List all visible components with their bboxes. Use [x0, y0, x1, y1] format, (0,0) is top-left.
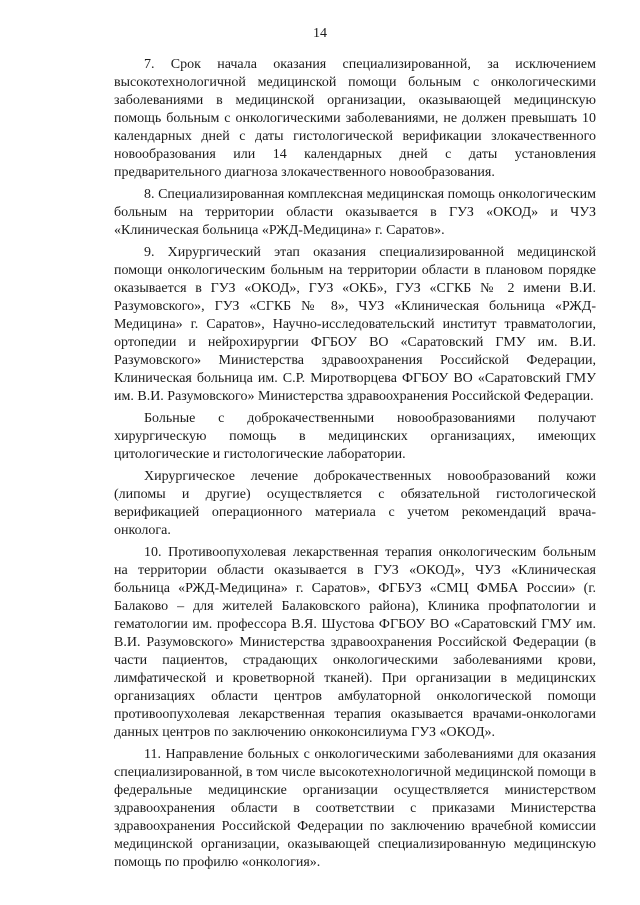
paragraph-11-referral: 11. Направление больных с онкологическими заболеваниями для оказания специализированной, в том числе высокотехнологичной медицинской помощи в федеральные медицинские организации осуществляется министерством здравоохранения области в соответствии с приказами Министерства здравоохранения Российской Федерации по заключению врачебной комиссии медицинской организации, оказывающей специализированную медицинскую помощь по профилю «онкология».: [114, 747, 596, 870]
paragraph-benign-surgery: Больные с доброкачественными новообразованиями получают хирургическую помощь в медицинских организациях, имеющих цитологические и гистологические лаборатории.: [114, 411, 596, 462]
paragraph-8-complex-care: 8. Специализированная комплексная медицинская помощь онкологическим больным на территории области оказывается в ГУЗ «ОКОД» и ЧУЗ «Клиническая больница «РЖД-Медицина» г. Саратов».: [114, 187, 596, 238]
document-body: [114, 56, 596, 876]
paragraph-10-drug-therapy: 10. Противоопухолевая лекарственная терапия онкологическим больным на территории области оказывается в ГУЗ «ОКОД», ЧУЗ «Клиническая больница «РЖД-Медицина» г. Саратов», ФГБУЗ «СМЦ ФМБА России» (г. Балаково – для жителей Балаковского района), Клиника профпатологии и гематологии им. профессора В.Я. Шустова ФГБОУ ВО «Саратовский ГМУ им. В.И. Разумовского» Министерства здравоохранения Российской Федерации (в части пациентов, страдающих онкологическими заболеваниями крови, лимфатической и кроветворной тканей). При организации в медицинских организациях области центров амбулаторной онкологической помощи противоопухолевая лекарственная терапия оказывается врачами-онкологами данных центров по заключению онкоконсилиума ГУЗ «ОКОД».: [114, 545, 596, 740]
page-number: 14: [313, 26, 327, 41]
paragraph-skin-neoplasms: Хирургическое лечение доброкачественных новообразований кожи (липомы и другие) осуществляется с обязательной гистологической верификацией операционного материала с учетом рекомендаций врача-онколога.: [114, 469, 596, 538]
paragraph-9-surgical-stage: 9. Хирургический этап оказания специализированной медицинской помощи онкологическим больным на территории области в плановом порядке оказывается в ГУЗ «ОКОД», ГУЗ «ОКБ», ГУЗ «СГКБ № 2 имени В.И. Разумовского», ГУЗ «СГКБ № 8», ЧУЗ «Клиническая больница «РЖД-Медицина» г. Саратов», Научно-исследовательский институт травматологии, ортопедии и нейрохирургии ФГБОУ ВО «Саратовский ГМУ им. В.И. Разумовского» Министерства здравоохранения Российской Федерации, Клиническая больница им. С.Р. Миротворцева ФГБОУ ВО «Саратовский ГМУ им. В.И. Разумовского» Министерства здравоохранения Российской Федерации.: [114, 245, 596, 404]
paragraph-7-treatment-start: 7. Срок начала оказания специализированной, за исключением высокотехнологичной медицинской помощи больным с онкологическими заболеваниями в медицинской организации, оказывающей медицинскую помощь больным с онкологическими заболеваниями, не должен превышать 10 календарных дней с даты гистологической верификации злокачественного новообразования или 14 календарных дней с даты установления предварительного диагноза злокачественного новообразования.: [114, 57, 596, 180]
